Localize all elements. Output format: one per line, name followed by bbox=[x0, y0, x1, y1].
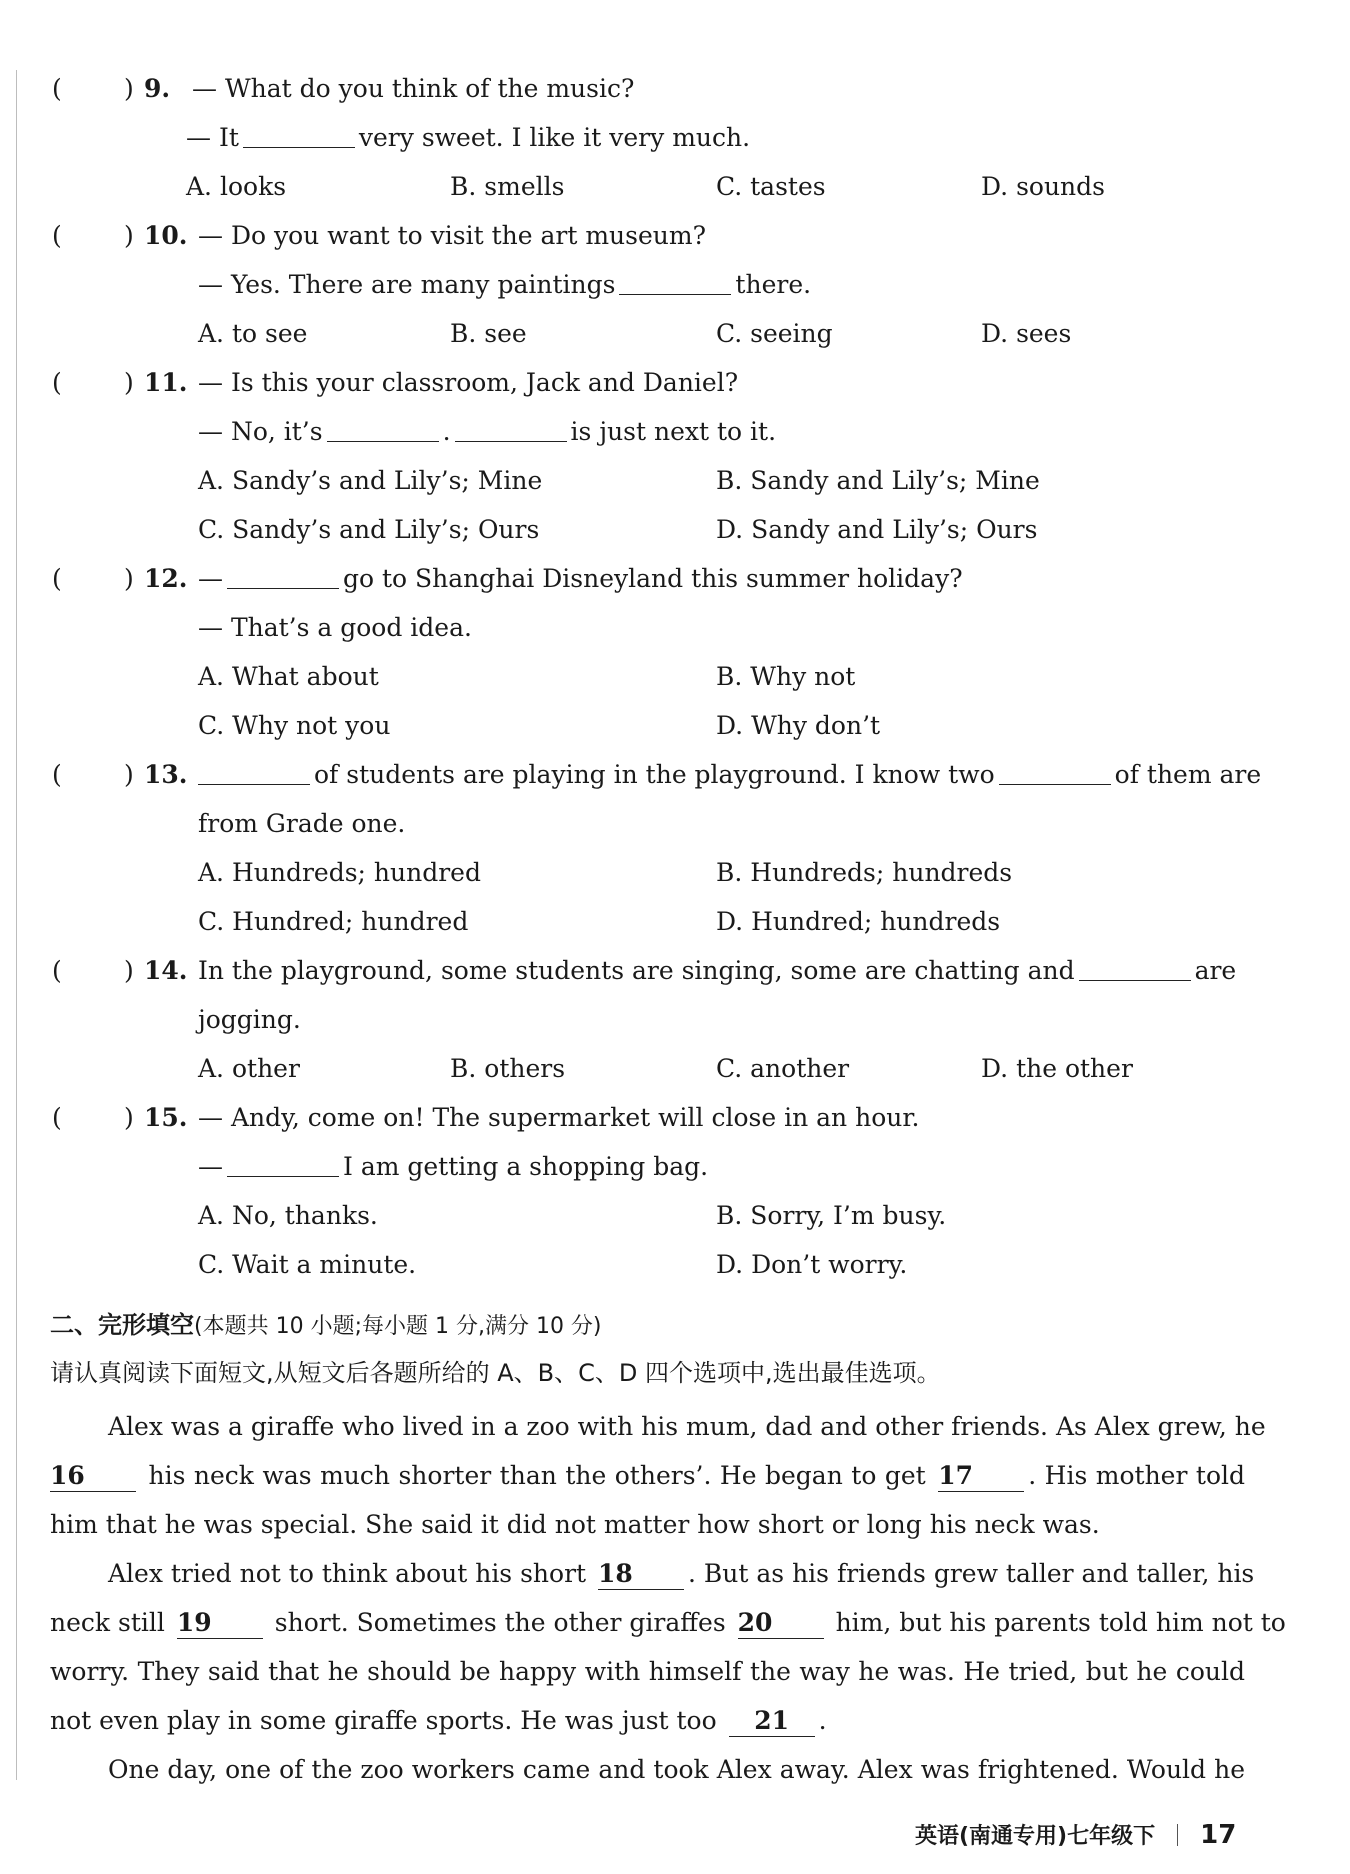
passage-line: not even play in some giraffe sports. He was just too 21 . bbox=[50, 1706, 827, 1735]
section-heading: 二、完形填空(本题共 10 小题;每小题 1 分,满分 10 分) bbox=[50, 1311, 602, 1339]
option-d[interactable]: D. sees bbox=[981, 319, 1072, 348]
option-c[interactable]: C. tastes bbox=[716, 172, 826, 201]
option-c[interactable]: C. seeing bbox=[716, 319, 833, 348]
answer-blank[interactable] bbox=[227, 558, 339, 589]
option-a[interactable]: A. other bbox=[198, 1054, 300, 1083]
margin-rule bbox=[16, 70, 17, 1780]
question-number: 13. bbox=[144, 760, 188, 789]
question-number: 14. bbox=[144, 956, 188, 985]
section-instruction: 请认真阅读下面短文,从短文后各题所给的 A、B、C、D 四个选项中,选出最佳选项。 bbox=[50, 1359, 941, 1387]
passage-line: Alex was a giraffe who lived in a zoo with his mum, dad and other friends. As Alex grew, he bbox=[108, 1412, 1266, 1441]
question-number: 9. bbox=[144, 74, 171, 103]
option-a[interactable]: A. looks bbox=[186, 172, 287, 201]
answer-blank[interactable] bbox=[243, 117, 355, 148]
answer-blank[interactable] bbox=[227, 1146, 339, 1177]
footer-separator bbox=[1177, 1824, 1178, 1846]
answer-blank[interactable] bbox=[327, 411, 439, 442]
option-b[interactable]: B. see bbox=[450, 319, 527, 348]
option-d[interactable]: D. sounds bbox=[981, 172, 1105, 201]
option-c[interactable]: C. Hundred; hundred bbox=[198, 907, 469, 936]
question-number: 12. bbox=[144, 564, 188, 593]
option-b[interactable]: B. Hundreds; hundreds bbox=[716, 858, 1013, 887]
option-a[interactable]: A. to see bbox=[198, 319, 308, 348]
question-number: 10. bbox=[144, 221, 188, 250]
worksheet-page: ( ) 9. — What do you think of the music? — It very sweet. I like it very much. A. looks B. smells C. tastes D. sounds ( ) 10. — Do you want to visit the art museum? — Yes. There are many paintings there. A. to see B. see C. seeing D. sees ( ) 11. — Is this your classroom, Jack and Daniel? — No, it’s . is just next to it. A. Sandy’s and Lily’s; Mine B. Sandy and Lily’s; Mine C. Sandy’s and Lily’s; Ours D. Sandy and Lily’s; Ours ( ) 12. — go to Shanghai Disneyland this summer holiday? — That’s a good idea. A. What about B. Why not C. Why not you D. Why don’t ( ) 13. of students are playing in the playground. I know two of them are from Grade one. A. Hundreds; hundred B. Hundreds; hundreds C. Hundred; hundred D. Hundred; hundreds ( ) 14. In the playground, some students are singing, some are chatting and are jogging. A. other B. others C. another D. the other ( ) 15. — Andy, come on! The supermarket will close in an hour. — I am getting a shopping bag. A. No, thanks. B. Sorry, I’m busy. C. Wait a minute. D. Don’t worry. 二、完形填空(本题共 10 小题;每小题 1 分,满分 10 分) 请认真阅读下面短文,从短文后各题所给的 A、B、C、D 四个选项中,选出最佳选项。 Alex was a giraffe who lived in a zoo with his mum, dad and other friends. As Alex grew, he 16 his neck was much shorter than the others’. He began to get 17 . His mother told him that he was special. She said it did not matter how short or long his neck was. Alex tried not to think about his short 18 . But as his friends grew taller and taller, his neck still 19 short. Sometimes the other giraffes 20 him, but his parents told him not to worry. They said that he should be happy with himself the way he was. He tried, but he could not even play in some giraffe sports. He was just too 21 . One day, one of the zoo workers came and took Alex away. Alex was frightened. Would he 英语(南通专用)七年级下 17 bbox=[0, 0, 1350, 1874]
option-d[interactable]: D. Hundred; hundreds bbox=[716, 907, 1001, 936]
passage-line: him that he was special. She said it did not matter how short or long his neck was. bbox=[50, 1510, 1100, 1539]
option-c[interactable]: C. Wait a minute. bbox=[198, 1250, 417, 1279]
answer-blank[interactable] bbox=[455, 411, 567, 442]
cloze-blank-21[interactable]: 21 bbox=[729, 1706, 815, 1737]
question-number: 15. bbox=[144, 1103, 188, 1132]
option-a[interactable]: A. Hundreds; hundred bbox=[198, 858, 481, 887]
passage-line: Alex tried not to think about his short 18 . But as his friends grew taller and taller, his bbox=[108, 1559, 1255, 1588]
option-b[interactable]: B. Sorry, I’m busy. bbox=[716, 1201, 947, 1230]
footer-subject: 英语(南通专用)七年级下 bbox=[915, 1824, 1156, 1849]
answer-blank[interactable] bbox=[198, 754, 310, 785]
option-a[interactable]: A. What about bbox=[198, 662, 379, 691]
question-number: 11. bbox=[144, 368, 188, 397]
cloze-blank-17[interactable]: 17 bbox=[938, 1461, 1024, 1492]
option-d[interactable]: D. the other bbox=[981, 1054, 1133, 1083]
passage-line: worry. They said that he should be happy with himself the way he was. He tried, but he could bbox=[50, 1657, 1245, 1686]
option-c[interactable]: C. Why not you bbox=[198, 711, 391, 740]
page-number: 17 bbox=[1200, 1820, 1237, 1850]
option-d[interactable]: D. Don’t worry. bbox=[716, 1250, 908, 1279]
passage-line: 16 his neck was much shorter than the others’. He began to get 17 . His mother told bbox=[50, 1461, 1246, 1490]
cloze-blank-18[interactable]: 18 bbox=[598, 1559, 684, 1590]
option-b[interactable]: B. smells bbox=[450, 172, 565, 201]
answer-blank[interactable] bbox=[619, 264, 731, 295]
answer-blank[interactable] bbox=[1079, 950, 1191, 981]
cloze-blank-20[interactable]: 20 bbox=[738, 1608, 824, 1639]
option-a[interactable]: A. Sandy’s and Lily’s; Mine bbox=[198, 466, 543, 495]
page-footer bbox=[915, 1815, 1236, 1855]
option-c[interactable]: C. Sandy’s and Lily’s; Ours bbox=[198, 515, 540, 544]
option-b[interactable]: B. Sandy and Lily’s; Mine bbox=[716, 466, 1040, 495]
option-b[interactable]: B. Why not bbox=[716, 662, 856, 691]
answer-blank[interactable] bbox=[999, 754, 1111, 785]
option-a[interactable]: A. No, thanks. bbox=[198, 1201, 378, 1230]
passage-line: neck still 19 short. Sometimes the other giraffes 20 him, but his parents told him not to bbox=[50, 1608, 1286, 1637]
option-b[interactable]: B. others bbox=[450, 1054, 566, 1083]
passage-line: One day, one of the zoo workers came and took Alex away. Alex was frightened. Would he bbox=[108, 1755, 1245, 1784]
option-d[interactable]: D. Sandy and Lily’s; Ours bbox=[716, 515, 1038, 544]
cloze-blank-19[interactable]: 19 bbox=[177, 1608, 263, 1639]
option-d[interactable]: D. Why don’t bbox=[716, 711, 881, 740]
cloze-blank-16[interactable]: 16 bbox=[50, 1461, 136, 1492]
option-c[interactable]: C. another bbox=[716, 1054, 850, 1083]
